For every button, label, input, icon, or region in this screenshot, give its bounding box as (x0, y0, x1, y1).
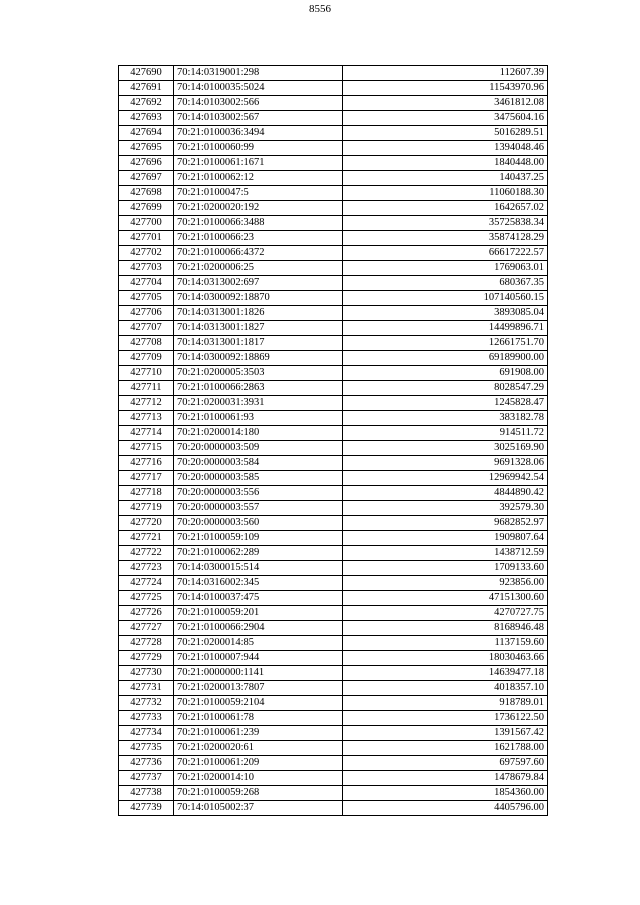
row-id: 427726 (119, 606, 174, 621)
cadastral-value: 107140560.15 (343, 291, 548, 306)
cadastral-value: 1245828.47 (343, 396, 548, 411)
cadastral-number: 70:14:0313001:1826 (174, 306, 343, 321)
cadastral-number: 70:14:0313002:697 (174, 276, 343, 291)
cadastral-number: 70:14:0105002:37 (174, 801, 343, 816)
cadastral-number: 70:20:0000003:557 (174, 501, 343, 516)
table-row (119, 486, 548, 501)
row-id: 427694 (119, 126, 174, 141)
cadastral-value: 1137159.60 (343, 636, 548, 651)
row-id: 427713 (119, 411, 174, 426)
cadastral-value: 9682852.97 (343, 516, 548, 531)
table-row (119, 576, 548, 591)
cadastral-value: 12661751.70 (343, 336, 548, 351)
cadastral-value: 35874128.29 (343, 231, 548, 246)
cadastral-number: 70:14:0319001:298 (174, 66, 343, 81)
cadastral-value: 1621788.00 (343, 741, 548, 756)
row-id: 427714 (119, 426, 174, 441)
row-id: 427690 (119, 66, 174, 81)
cadastral-number: 70:14:0300092:18869 (174, 351, 343, 366)
row-id: 427736 (119, 756, 174, 771)
cadastral-value: 1769063.01 (343, 261, 548, 276)
table-row (119, 411, 548, 426)
cadastral-number: 70:14:0313001:1827 (174, 321, 343, 336)
cadastral-value: 14499896.71 (343, 321, 548, 336)
cadastral-number: 70:21:0200014:85 (174, 636, 343, 651)
cadastral-number: 70:21:0100047:5 (174, 186, 343, 201)
row-id: 427695 (119, 141, 174, 156)
table-row (119, 111, 548, 126)
row-id: 427730 (119, 666, 174, 681)
row-id: 427718 (119, 486, 174, 501)
row-id: 427728 (119, 636, 174, 651)
row-id: 427724 (119, 576, 174, 591)
cadastral-value: 1478679.84 (343, 771, 548, 786)
row-id: 427739 (119, 801, 174, 816)
cadastral-value: 4844890.42 (343, 486, 548, 501)
cadastral-value: 691908.00 (343, 366, 548, 381)
cadastral-number: 70:14:0103002:566 (174, 96, 343, 111)
row-id: 427698 (119, 186, 174, 201)
table-row (119, 141, 548, 156)
cadastral-number: 70:21:0100066:2863 (174, 381, 343, 396)
cadastral-number: 70:21:0100061:78 (174, 711, 343, 726)
cadastral-value: 11543970.96 (343, 81, 548, 96)
table-row (119, 786, 548, 801)
cadastral-number: 70:14:0313001:1817 (174, 336, 343, 351)
row-id: 427709 (119, 351, 174, 366)
table-row (119, 426, 548, 441)
cadastral-value: 47151300.60 (343, 591, 548, 606)
row-id: 427704 (119, 276, 174, 291)
row-id: 427699 (119, 201, 174, 216)
table-row (119, 171, 548, 186)
cadastral-number: 70:14:0100035:5024 (174, 81, 343, 96)
row-id: 427705 (119, 291, 174, 306)
table-row (119, 606, 548, 621)
cadastral-value: 918789.01 (343, 696, 548, 711)
table-row (119, 501, 548, 516)
row-id: 427693 (119, 111, 174, 126)
table-row (119, 591, 548, 606)
cadastral-value: 3893085.04 (343, 306, 548, 321)
cadastral-number: 70:14:0100037:475 (174, 591, 343, 606)
table-row (119, 201, 548, 216)
cadastral-value: 923856.00 (343, 576, 548, 591)
row-id: 427710 (119, 366, 174, 381)
table-row (119, 321, 548, 336)
table-row (119, 156, 548, 171)
table-row (119, 636, 548, 651)
table-row (119, 96, 548, 111)
cadastral-number: 70:21:0200031:3931 (174, 396, 343, 411)
row-id: 427738 (119, 786, 174, 801)
cadastral-value: 383182.78 (343, 411, 548, 426)
table-row (119, 246, 548, 261)
cadastral-number: 70:21:0200014:10 (174, 771, 343, 786)
cadastral-value: 35725838.34 (343, 216, 548, 231)
row-id: 427691 (119, 81, 174, 96)
table-row (119, 396, 548, 411)
cadastral-value: 1391567.42 (343, 726, 548, 741)
cadastral-number: 70:21:0100061:209 (174, 756, 343, 771)
table-row (119, 366, 548, 381)
table-row (119, 531, 548, 546)
row-id: 427729 (119, 651, 174, 666)
cadastral-number: 70:21:0100061:1671 (174, 156, 343, 171)
row-id: 427719 (119, 501, 174, 516)
cadastral-number: 70:21:0100062:289 (174, 546, 343, 561)
row-id: 427692 (119, 96, 174, 111)
cadastral-value: 69189900.00 (343, 351, 548, 366)
cadastral-value-table (118, 65, 548, 816)
row-id: 427711 (119, 381, 174, 396)
cadastral-number: 70:21:0100066:3488 (174, 216, 343, 231)
cadastral-value: 1909807.64 (343, 531, 548, 546)
table-row (119, 561, 548, 576)
cadastral-number: 70:21:0100061:239 (174, 726, 343, 741)
table-row (119, 276, 548, 291)
table-row (119, 261, 548, 276)
cadastral-number: 70:21:0100059:2104 (174, 696, 343, 711)
table-row (119, 726, 548, 741)
table-row (119, 231, 548, 246)
cadastral-value: 1709133.60 (343, 561, 548, 576)
cadastral-number: 70:21:0100059:109 (174, 531, 343, 546)
table-row (119, 771, 548, 786)
cadastral-value: 4018357.10 (343, 681, 548, 696)
cadastral-number: 70:21:0100059:201 (174, 606, 343, 621)
cadastral-number: 70:21:0100060:99 (174, 141, 343, 156)
table-row (119, 456, 548, 471)
cadastral-value: 4270727.75 (343, 606, 548, 621)
cadastral-value: 680367.35 (343, 276, 548, 291)
row-id: 427702 (119, 246, 174, 261)
page-number: 8556 (309, 3, 331, 15)
cadastral-number: 70:21:0100066:4372 (174, 246, 343, 261)
cadastral-value: 14639477.18 (343, 666, 548, 681)
cadastral-value: 3475604.16 (343, 111, 548, 126)
table-row (119, 696, 548, 711)
cadastral-number: 70:21:0100066:23 (174, 231, 343, 246)
table-row (119, 351, 548, 366)
table-row (119, 126, 548, 141)
cadastral-value: 12969942.54 (343, 471, 548, 486)
row-id: 427721 (119, 531, 174, 546)
table-row (119, 621, 548, 636)
table-row (119, 441, 548, 456)
cadastral-value: 392579.30 (343, 501, 548, 516)
cadastral-value: 11060188.30 (343, 186, 548, 201)
row-id: 427706 (119, 306, 174, 321)
cadastral-number: 70:20:0000003:585 (174, 471, 343, 486)
cadastral-number: 70:21:0100061:93 (174, 411, 343, 426)
cadastral-number: 70:21:0100066:2904 (174, 621, 343, 636)
cadastral-value: 8168946.48 (343, 621, 548, 636)
cadastral-number: 70:21:0100059:268 (174, 786, 343, 801)
cadastral-value: 1642657.02 (343, 201, 548, 216)
cadastral-number: 70:21:0200006:25 (174, 261, 343, 276)
table-row (119, 291, 548, 306)
row-id: 427727 (119, 621, 174, 636)
table-row (119, 81, 548, 96)
cadastral-value: 9691328.06 (343, 456, 548, 471)
cadastral-number: 70:20:0000003:560 (174, 516, 343, 531)
table-row (119, 516, 548, 531)
row-id: 427720 (119, 516, 174, 531)
cadastral-value: 8028547.29 (343, 381, 548, 396)
cadastral-number: 70:14:0300015:514 (174, 561, 343, 576)
cadastral-number: 70:21:0200005:3503 (174, 366, 343, 381)
table-row (119, 381, 548, 396)
cadastral-number: 70:21:0100062:12 (174, 171, 343, 186)
cadastral-number: 70:21:0100036:3494 (174, 126, 343, 141)
row-id: 427716 (119, 456, 174, 471)
row-id: 427722 (119, 546, 174, 561)
table-row (119, 756, 548, 771)
cadastral-number: 70:20:0000003:584 (174, 456, 343, 471)
cadastral-number: 70:14:0300092:18870 (174, 291, 343, 306)
table-row (119, 651, 548, 666)
cadastral-number: 70:21:0100007:944 (174, 651, 343, 666)
cadastral-value: 1840448.00 (343, 156, 548, 171)
table-row (119, 801, 548, 816)
cadastral-number: 70:21:0200014:180 (174, 426, 343, 441)
cadastral-value: 1438712.59 (343, 546, 548, 561)
cadastral-value: 112607.39 (343, 66, 548, 81)
row-id: 427707 (119, 321, 174, 336)
row-id: 427723 (119, 561, 174, 576)
table-row (119, 216, 548, 231)
row-id: 427733 (119, 711, 174, 726)
table-row (119, 471, 548, 486)
table-row (119, 186, 548, 201)
table-row (119, 681, 548, 696)
cadastral-value: 140437.25 (343, 171, 548, 186)
cadastral-number: 70:14:0316002:345 (174, 576, 343, 591)
row-id: 427725 (119, 591, 174, 606)
row-id: 427700 (119, 216, 174, 231)
table-row (119, 741, 548, 756)
cadastral-value: 18030463.66 (343, 651, 548, 666)
cadastral-value: 3025169.90 (343, 441, 548, 456)
table-row (119, 306, 548, 321)
cadastral-number: 70:14:0103002:567 (174, 111, 343, 126)
table-row (119, 666, 548, 681)
row-id: 427715 (119, 441, 174, 456)
cadastral-number: 70:20:0000003:509 (174, 441, 343, 456)
row-id: 427696 (119, 156, 174, 171)
cadastral-value: 66617222.57 (343, 246, 548, 261)
row-id: 427697 (119, 171, 174, 186)
cadastral-value: 1854360.00 (343, 786, 548, 801)
table-row (119, 546, 548, 561)
row-id: 427708 (119, 336, 174, 351)
row-id: 427735 (119, 741, 174, 756)
row-id: 427737 (119, 771, 174, 786)
cadastral-value: 5016289.51 (343, 126, 548, 141)
row-id: 427717 (119, 471, 174, 486)
cadastral-number: 70:21:0200013:7807 (174, 681, 343, 696)
row-id: 427734 (119, 726, 174, 741)
row-id: 427732 (119, 696, 174, 711)
cadastral-number: 70:20:0000003:556 (174, 486, 343, 501)
table-row (119, 711, 548, 726)
row-id: 427703 (119, 261, 174, 276)
table-row (119, 336, 548, 351)
cadastral-value: 914511.72 (343, 426, 548, 441)
cadastral-number: 70:21:0000000:1141 (174, 666, 343, 681)
row-id: 427731 (119, 681, 174, 696)
cadastral-number: 70:21:0200020:61 (174, 741, 343, 756)
row-id: 427712 (119, 396, 174, 411)
row-id: 427701 (119, 231, 174, 246)
cadastral-value: 697597.60 (343, 756, 548, 771)
cadastral-value: 1394048.46 (343, 141, 548, 156)
cadastral-value: 3461812.08 (343, 96, 548, 111)
table-row (119, 66, 548, 81)
cadastral-value: 4405796.00 (343, 801, 548, 816)
cadastral-number: 70:21:0200020:192 (174, 201, 343, 216)
cadastral-value: 1736122.50 (343, 711, 548, 726)
table-body (119, 66, 548, 816)
